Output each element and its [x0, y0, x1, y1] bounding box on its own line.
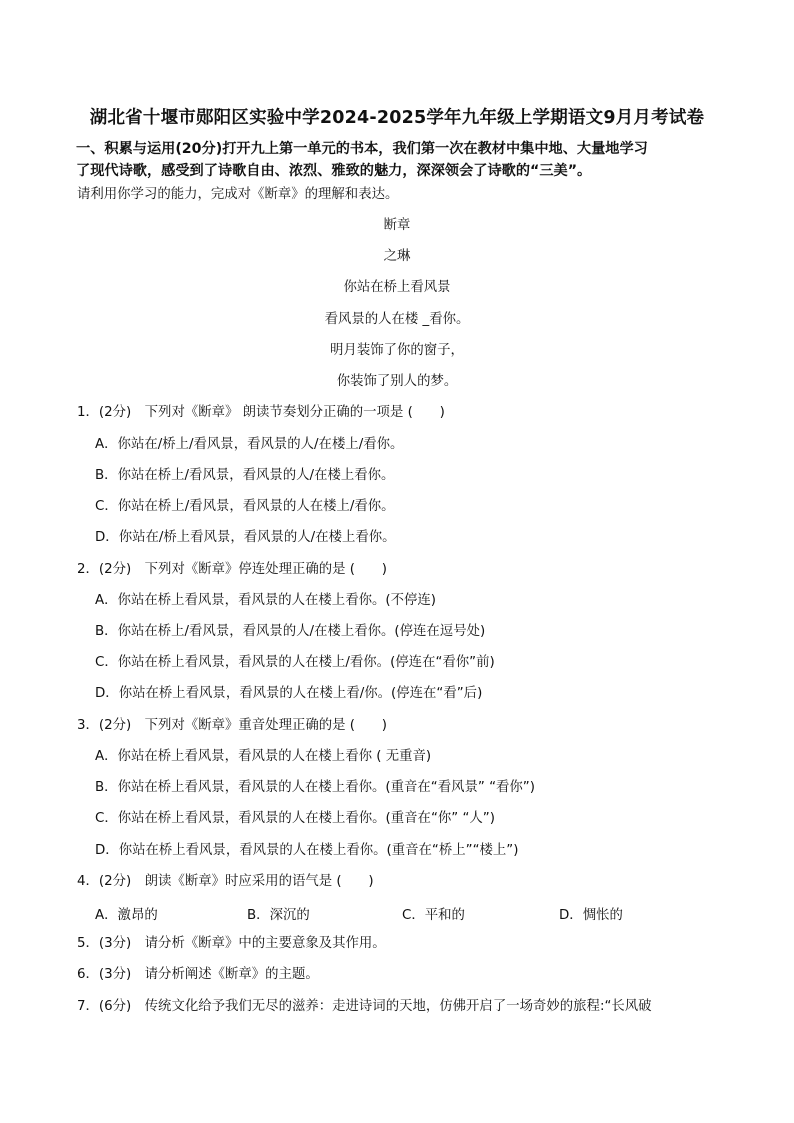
- question-1-option-a: A．你站在/桥上/看风景，看风景的人/在楼上/看你。: [95, 437, 404, 452]
- question-4-option-b: B．深沉的: [247, 908, 310, 923]
- question-7-stem: 7．(6分) 传统文化给予我们无尽的滋养：走进诗词的天地，仿佛开启了一场奇妙的旅程:“长风破: [77, 999, 652, 1014]
- poem-title: 断章: [383, 218, 411, 233]
- question-3-option-b: B．你站在桥上看风景，看风景的人在楼上看你。(重音在“看风景” “看你”): [95, 780, 535, 795]
- question-2-option-c: C．你站在桥上看风景，看风景的人在楼上/看你。(停连在“看你”前): [95, 655, 495, 670]
- question-4-option-d: D．惆怅的: [559, 908, 623, 923]
- question-1-option-b: B．你站在桥上/看风景，看风景的人/在楼上看你。: [95, 468, 395, 483]
- poem-author: 之琳: [383, 249, 411, 264]
- poem-line: 明月装饰了你的窗子，: [330, 343, 464, 358]
- section-heading-line-1: 一、积累与运用(20分)打开九上第一单元的书本，我们第一次在教材中集中地、大量地学习: [76, 141, 648, 157]
- question-1-stem: 1．(2分) 下列对《断章》 朗读节奏划分正确的一项是 ( ): [77, 405, 445, 420]
- question-4-option-a: A．激昂的: [95, 908, 158, 923]
- question-3-option-a: A．你站在桥上看风景，看风景的人在楼上看你 ( 无重音): [95, 749, 432, 764]
- question-6-stem: 6．(3分) 请分析阐述《断章》的主题。: [77, 967, 319, 982]
- question-2-stem: 2．(2分) 下列对《断章》停连处理正确的是 ( ): [77, 562, 388, 577]
- question-1-option-c: C．你站在桥上/看风景，看风景的人在楼上/看你。: [95, 499, 395, 514]
- section-heading-line-2: 了现代诗歌，感受到了诗歌自由、浓烈、雅致的魅力，深深领会了诗歌的“三美”。: [76, 163, 592, 179]
- question-3-option-c: C．你站在桥上看风景，看风景的人在楼上看你。(重音在“你” “人”): [95, 811, 495, 826]
- question-5-stem: 5．(3分) 请分析《断章》中的主要意象及其作用。: [77, 936, 386, 951]
- question-2-option-d: D．你站在桥上看风景，看风景的人在楼上看/你。(停连在“看”后): [95, 686, 483, 701]
- question-1-option-d: D．你站在/桥上看风景，看风景的人/在楼上看你。: [95, 530, 396, 545]
- poem-line: 你站在桥上看风景: [343, 280, 451, 295]
- instruction-text: 请利用你学习的能力，完成对《断章》的理解和表达。: [77, 187, 399, 202]
- poem-line: 看风景的人在楼 _看你。: [324, 312, 470, 327]
- question-4-option-c: C．平和的: [402, 908, 465, 923]
- question-2-option-b: B．你站在桥上/看风景，看风景的人/在楼上看你。(停连在逗号处): [95, 624, 486, 639]
- question-2-option-a: A．你站在桥上看风景，看风景的人在楼上看你。(不停连): [95, 593, 436, 608]
- question-3-stem: 3．(2分) 下列对《断章》重音处理正确的是 ( ): [77, 718, 388, 733]
- question-4-stem: 4．(2分) 朗读《断章》时应采用的语气是 ( ): [77, 874, 374, 889]
- page-title: 湖北省十堰市郧阳区实验中学2024-2025学年九年级上学期语文9月月考试卷: [89, 108, 705, 128]
- question-3-option-d: D．你站在桥上看风景，看风景的人在楼上看你。(重音在“桥上”“楼上”): [95, 843, 519, 858]
- poem-line: 你装饰了别人的梦。: [336, 374, 458, 389]
